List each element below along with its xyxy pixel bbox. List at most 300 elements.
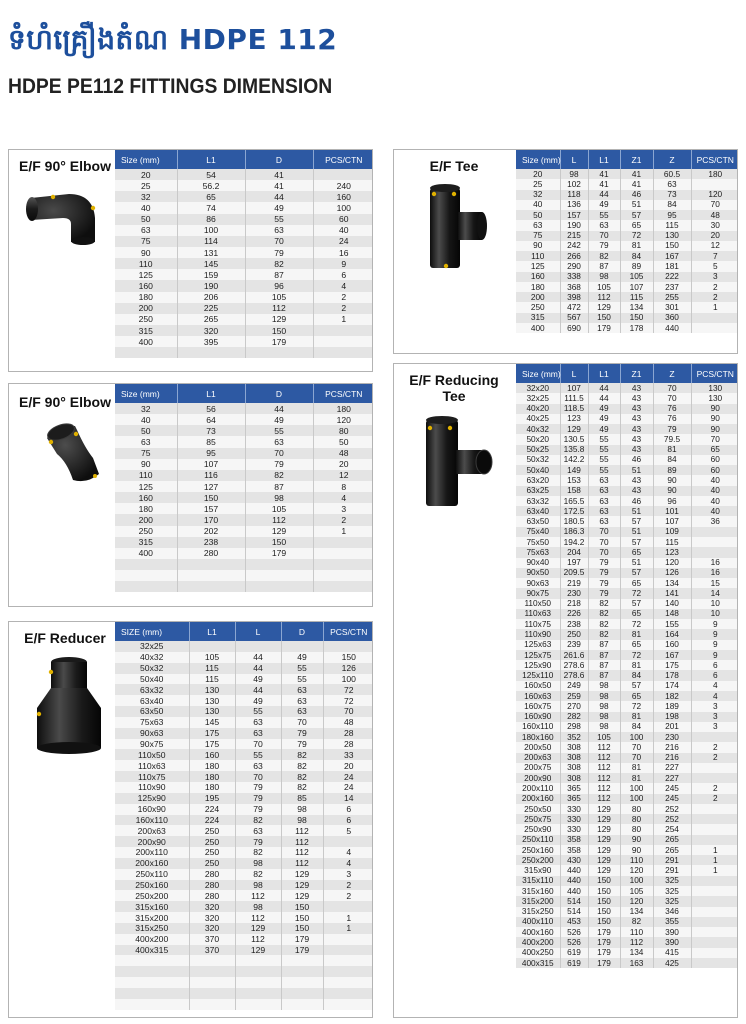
- value-cell: 51: [620, 558, 653, 568]
- value-cell: 129: [588, 302, 620, 312]
- table-row: [115, 436, 373, 447]
- size-cell: [115, 977, 189, 988]
- value-cell: 150: [588, 917, 620, 927]
- size-cell: 200x63: [516, 753, 560, 763]
- value-cell: 63: [235, 728, 281, 739]
- value-cell: 2: [313, 514, 373, 525]
- value-cell: [281, 988, 323, 999]
- table-row: [115, 901, 373, 912]
- value-cell: 320: [189, 923, 235, 934]
- table-row: [115, 674, 373, 685]
- value-cell: [323, 966, 373, 977]
- size-cell: 50: [115, 214, 177, 225]
- value-cell: 114: [177, 236, 245, 247]
- table-row: [516, 948, 738, 958]
- value-cell: 82: [245, 258, 313, 269]
- value-cell: 76: [653, 404, 691, 414]
- value-cell: 79: [235, 836, 281, 847]
- value-cell: 150: [588, 896, 620, 906]
- table-row: [115, 180, 373, 191]
- value-cell: 80: [620, 804, 653, 814]
- value-cell: [281, 999, 323, 1010]
- value-cell: 70: [653, 383, 691, 393]
- value-cell: 72: [620, 231, 653, 241]
- value-cell: 49: [588, 424, 620, 434]
- value-cell: 70: [620, 753, 653, 763]
- value-cell: 14: [323, 793, 373, 804]
- size-cell: 125: [115, 269, 177, 280]
- value-cell: 365: [560, 783, 588, 793]
- value-cell: 3: [691, 712, 738, 722]
- size-cell: [115, 347, 177, 358]
- table-row: [516, 804, 738, 814]
- value-cell: 20: [313, 459, 373, 470]
- column-header: Z: [653, 364, 691, 383]
- value-cell: 55: [588, 465, 620, 475]
- value-cell: 368: [560, 282, 588, 292]
- value-cell: 150: [588, 313, 620, 323]
- value-cell: 2: [323, 890, 373, 901]
- table-row: [115, 728, 373, 739]
- table-row: [115, 923, 373, 934]
- table-row: [516, 917, 738, 927]
- value-cell: 40: [691, 475, 738, 485]
- value-cell: 63: [235, 717, 281, 728]
- value-cell: 6: [691, 670, 738, 680]
- value-cell: 239: [560, 640, 588, 650]
- table-row: [115, 347, 373, 358]
- value-cell: 298: [560, 722, 588, 732]
- value-cell: 55: [235, 749, 281, 760]
- value-cell: 57: [620, 568, 653, 578]
- value-cell: 254: [653, 824, 691, 834]
- value-cell: 120: [653, 558, 691, 568]
- value-cell: [691, 958, 738, 968]
- size-cell: 400x110: [516, 917, 560, 927]
- value-cell: [691, 763, 738, 773]
- value-cell: 112: [235, 912, 281, 923]
- value-cell: 182: [653, 691, 691, 701]
- column-header: Z: [653, 150, 691, 169]
- size-cell: 90x63: [516, 578, 560, 588]
- table-row: [516, 886, 738, 896]
- table-row: [516, 588, 738, 598]
- value-cell: [177, 570, 245, 581]
- value-cell: 43: [620, 393, 653, 403]
- table-reducing-tee: [516, 364, 738, 968]
- value-cell: [177, 347, 245, 358]
- value-cell: 112: [281, 836, 323, 847]
- value-cell: 82: [235, 815, 281, 826]
- size-cell: 315x250: [516, 907, 560, 917]
- table-row: [115, 503, 373, 514]
- value-cell: 134: [620, 907, 653, 917]
- size-cell: 160x50: [516, 681, 560, 691]
- value-cell: 79: [588, 241, 620, 251]
- value-cell: 219: [560, 578, 588, 588]
- value-cell: 6: [313, 269, 373, 280]
- value-cell: 49: [245, 414, 313, 425]
- size-cell: [115, 966, 189, 977]
- value-cell: 102: [560, 179, 588, 189]
- value-cell: 320: [189, 912, 235, 923]
- size-cell: 400x200: [115, 934, 189, 945]
- value-cell: 1: [313, 314, 373, 325]
- table-row: [516, 404, 738, 414]
- value-cell: 46: [620, 190, 653, 200]
- value-cell: 89: [653, 465, 691, 475]
- value-cell: 63: [281, 695, 323, 706]
- value-cell: 280: [177, 548, 245, 559]
- value-cell: 325: [653, 896, 691, 906]
- value-cell: 148: [653, 609, 691, 619]
- size-cell: 50x32: [115, 663, 189, 674]
- value-cell: 6: [691, 660, 738, 670]
- value-cell: 160: [189, 749, 235, 760]
- value-cell: 2: [691, 794, 738, 804]
- value-cell: 160: [313, 191, 373, 202]
- size-cell: 400: [115, 336, 177, 347]
- value-cell: [313, 347, 373, 358]
- size-cell: 25: [115, 180, 177, 191]
- value-cell: 150: [281, 901, 323, 912]
- value-cell: 63: [245, 436, 313, 447]
- tee-fitting-icon: [424, 182, 494, 274]
- value-cell: 65: [620, 640, 653, 650]
- value-cell: 129: [281, 880, 323, 891]
- value-cell: 98: [588, 691, 620, 701]
- value-cell: 72: [620, 650, 653, 660]
- value-cell: [245, 570, 313, 581]
- value-cell: [177, 581, 245, 592]
- value-cell: 36: [691, 516, 738, 526]
- value-cell: [235, 988, 281, 999]
- value-cell: 65: [177, 191, 245, 202]
- size-cell: 250x200: [115, 890, 189, 901]
- value-cell: 41: [588, 169, 620, 179]
- value-cell: 145: [177, 258, 245, 269]
- value-cell: 90: [620, 835, 653, 845]
- value-cell: 150: [281, 923, 323, 934]
- size-cell: 400x250: [516, 948, 560, 958]
- value-cell: 55: [588, 455, 620, 465]
- value-cell: 2: [323, 880, 373, 891]
- value-cell: 245: [653, 783, 691, 793]
- value-cell: 216: [653, 742, 691, 752]
- value-cell: 440: [560, 886, 588, 896]
- table-row: [115, 749, 373, 760]
- value-cell: 81: [620, 241, 653, 251]
- table-row: [115, 706, 373, 717]
- value-cell: 87: [588, 670, 620, 680]
- value-cell: 82: [588, 629, 620, 639]
- value-cell: 197: [560, 558, 588, 568]
- value-cell: 250: [189, 847, 235, 858]
- size-cell: 200: [516, 292, 560, 302]
- value-cell: 105: [245, 292, 313, 303]
- value-cell: 130: [189, 706, 235, 717]
- size-cell: 40: [516, 200, 560, 210]
- value-cell: 278.6: [560, 670, 588, 680]
- value-cell: 1: [323, 923, 373, 934]
- value-cell: 163: [620, 958, 653, 968]
- value-cell: 44: [588, 393, 620, 403]
- value-cell: 46: [620, 496, 653, 506]
- value-cell: 87: [588, 650, 620, 660]
- column-header: PCS/CTN: [313, 150, 373, 169]
- value-cell: 48: [691, 210, 738, 220]
- value-cell: [691, 927, 738, 937]
- table-row: [516, 231, 738, 241]
- value-cell: 51: [620, 506, 653, 516]
- value-cell: 115: [653, 220, 691, 230]
- table-row: [516, 475, 738, 485]
- value-cell: 291: [653, 865, 691, 875]
- value-cell: 63: [588, 220, 620, 230]
- size-cell: 400x315: [516, 958, 560, 968]
- value-cell: 301: [653, 302, 691, 312]
- table-row: [516, 496, 738, 506]
- value-cell: 131: [177, 247, 245, 258]
- value-cell: 72: [323, 684, 373, 695]
- size-cell: 63: [115, 436, 177, 447]
- value-cell: 81: [620, 773, 653, 783]
- size-cell: 315x110: [516, 876, 560, 886]
- table-row: [115, 955, 373, 966]
- size-cell: 400: [516, 323, 560, 333]
- size-cell: 50x40: [115, 674, 189, 685]
- value-cell: [691, 896, 738, 906]
- value-cell: 252: [653, 804, 691, 814]
- table-row: [516, 722, 738, 732]
- size-cell: 110x63: [516, 609, 560, 619]
- value-cell: [313, 169, 373, 180]
- table-header-row: [516, 364, 738, 383]
- value-cell: 430: [560, 855, 588, 865]
- size-cell: 160: [516, 272, 560, 282]
- value-cell: 72: [620, 588, 653, 598]
- value-cell: 44: [245, 191, 313, 202]
- value-cell: 28: [323, 728, 373, 739]
- value-cell: 112: [588, 763, 620, 773]
- panel-title: E/F Reducer: [24, 630, 106, 646]
- value-cell: 179: [588, 937, 620, 947]
- value-cell: 1: [691, 845, 738, 855]
- value-cell: [323, 999, 373, 1010]
- size-cell: 50x25: [516, 445, 560, 455]
- value-cell: 126: [653, 568, 691, 578]
- value-cell: 178: [653, 670, 691, 680]
- value-cell: [691, 886, 738, 896]
- panel-title: E/F Tee: [429, 158, 479, 174]
- value-cell: 55: [588, 445, 620, 455]
- size-cell: 32: [115, 403, 177, 414]
- value-cell: 98: [588, 701, 620, 711]
- value-cell: 330: [560, 804, 588, 814]
- value-cell: 63: [281, 706, 323, 717]
- panel-title: E/F Reducing Tee: [409, 372, 499, 404]
- value-cell: 514: [560, 896, 588, 906]
- value-cell: 55: [245, 214, 313, 225]
- table-row: [115, 258, 373, 269]
- size-cell: 110x75: [115, 771, 189, 782]
- value-cell: 174: [653, 681, 691, 691]
- table-row: [516, 640, 738, 650]
- value-cell: 51: [620, 527, 653, 537]
- column-header: SIZE (mm): [115, 622, 189, 641]
- panel-reducing-tee: [393, 363, 738, 1018]
- value-cell: [323, 945, 373, 956]
- value-cell: 63: [235, 760, 281, 771]
- value-cell: 155: [653, 619, 691, 629]
- table-row: [516, 814, 738, 824]
- value-cell: [313, 325, 373, 336]
- value-cell: 129: [560, 424, 588, 434]
- value-cell: 9: [691, 650, 738, 660]
- value-cell: 330: [560, 814, 588, 824]
- size-cell: 90x50: [516, 568, 560, 578]
- value-cell: 80: [313, 425, 373, 436]
- table-row: [516, 313, 738, 323]
- value-cell: 55: [245, 425, 313, 436]
- table-row: [516, 292, 738, 302]
- size-cell: 110: [115, 470, 177, 481]
- value-cell: [235, 999, 281, 1010]
- size-cell: 110: [516, 251, 560, 261]
- value-cell: 230: [653, 732, 691, 742]
- value-cell: 49: [235, 695, 281, 706]
- value-cell: 1: [323, 912, 373, 923]
- value-cell: 265: [653, 835, 691, 845]
- size-cell: 200x110: [115, 847, 189, 858]
- value-cell: 70: [235, 739, 281, 750]
- value-cell: [691, 179, 738, 189]
- value-cell: 112: [281, 825, 323, 836]
- size-cell: 90x75: [115, 739, 189, 750]
- value-cell: 238: [177, 537, 245, 548]
- size-cell: 250x110: [115, 869, 189, 880]
- value-cell: 355: [653, 917, 691, 927]
- value-cell: 100: [177, 225, 245, 236]
- table-row: [115, 836, 373, 847]
- size-cell: 90x63: [115, 728, 189, 739]
- size-cell: 32: [516, 190, 560, 200]
- table-elbow90: [115, 150, 373, 358]
- size-cell: 180: [115, 503, 177, 514]
- size-cell: [115, 999, 189, 1010]
- table-header-row: [115, 622, 373, 641]
- value-cell: 134: [620, 948, 653, 958]
- value-cell: [189, 977, 235, 988]
- value-cell: 105: [620, 272, 653, 282]
- value-cell: 16: [691, 568, 738, 578]
- size-cell: 400x200: [516, 937, 560, 947]
- size-cell: 125x110: [516, 670, 560, 680]
- value-cell: 130: [691, 393, 738, 403]
- value-cell: 9: [691, 640, 738, 650]
- size-cell: 40x32: [115, 652, 189, 663]
- table-row: [115, 448, 373, 459]
- value-cell: 49: [281, 652, 323, 663]
- value-cell: 63: [588, 506, 620, 516]
- value-cell: 112: [245, 303, 313, 314]
- table-row: [115, 292, 373, 303]
- table-row: [115, 414, 373, 425]
- value-cell: [691, 876, 738, 886]
- value-cell: 81: [620, 629, 653, 639]
- value-cell: 43: [620, 434, 653, 444]
- table-row: [115, 793, 373, 804]
- value-cell: 259: [560, 691, 588, 701]
- table-row: [516, 650, 738, 660]
- column-header: L1: [588, 364, 620, 383]
- value-cell: 1: [691, 865, 738, 875]
- table-row: [115, 652, 373, 663]
- table-row: [516, 527, 738, 537]
- value-cell: 120: [620, 865, 653, 875]
- value-cell: 79: [281, 739, 323, 750]
- table-row: [115, 537, 373, 548]
- table-row: [516, 455, 738, 465]
- value-cell: 107: [177, 459, 245, 470]
- value-cell: 3: [313, 503, 373, 514]
- table-row: [115, 966, 373, 977]
- value-cell: 390: [653, 937, 691, 947]
- column-header: D: [245, 384, 313, 403]
- value-cell: 110: [620, 927, 653, 937]
- value-cell: 250: [189, 858, 235, 869]
- value-cell: 40: [691, 486, 738, 496]
- size-cell: 40x32: [516, 424, 560, 434]
- value-cell: 16: [691, 558, 738, 568]
- size-cell: 40: [115, 414, 177, 425]
- table-row: [516, 251, 738, 261]
- value-cell: 224: [189, 804, 235, 815]
- value-cell: 358: [560, 845, 588, 855]
- value-cell: 180: [189, 771, 235, 782]
- value-cell: 9: [691, 619, 738, 629]
- value-cell: 338: [560, 272, 588, 282]
- value-cell: 136: [560, 200, 588, 210]
- column-header: PCS/CTN: [691, 150, 738, 169]
- reducing-tee-fitting-icon: [420, 414, 498, 514]
- value-cell: 44: [588, 383, 620, 393]
- value-cell: 24: [323, 782, 373, 793]
- value-cell: 73: [653, 190, 691, 200]
- value-cell: 370: [189, 945, 235, 956]
- value-cell: 180: [189, 782, 235, 793]
- value-cell: 280: [189, 890, 235, 901]
- table-row: [516, 845, 738, 855]
- value-cell: 90: [691, 424, 738, 434]
- value-cell: 195: [189, 793, 235, 804]
- elbow-90-fitting-icon: [23, 184, 105, 246]
- value-cell: [189, 999, 235, 1010]
- value-cell: [235, 641, 281, 652]
- value-cell: [313, 570, 373, 581]
- value-cell: 55: [588, 210, 620, 220]
- value-cell: 70: [323, 706, 373, 717]
- size-cell: 63x32: [115, 684, 189, 695]
- value-cell: 63: [588, 516, 620, 526]
- value-cell: 2: [691, 292, 738, 302]
- value-cell: 90: [653, 486, 691, 496]
- size-cell: [115, 570, 177, 581]
- size-cell: 160: [115, 280, 177, 291]
- table-row: [516, 824, 738, 834]
- value-cell: 320: [177, 325, 245, 336]
- value-cell: 4: [691, 681, 738, 691]
